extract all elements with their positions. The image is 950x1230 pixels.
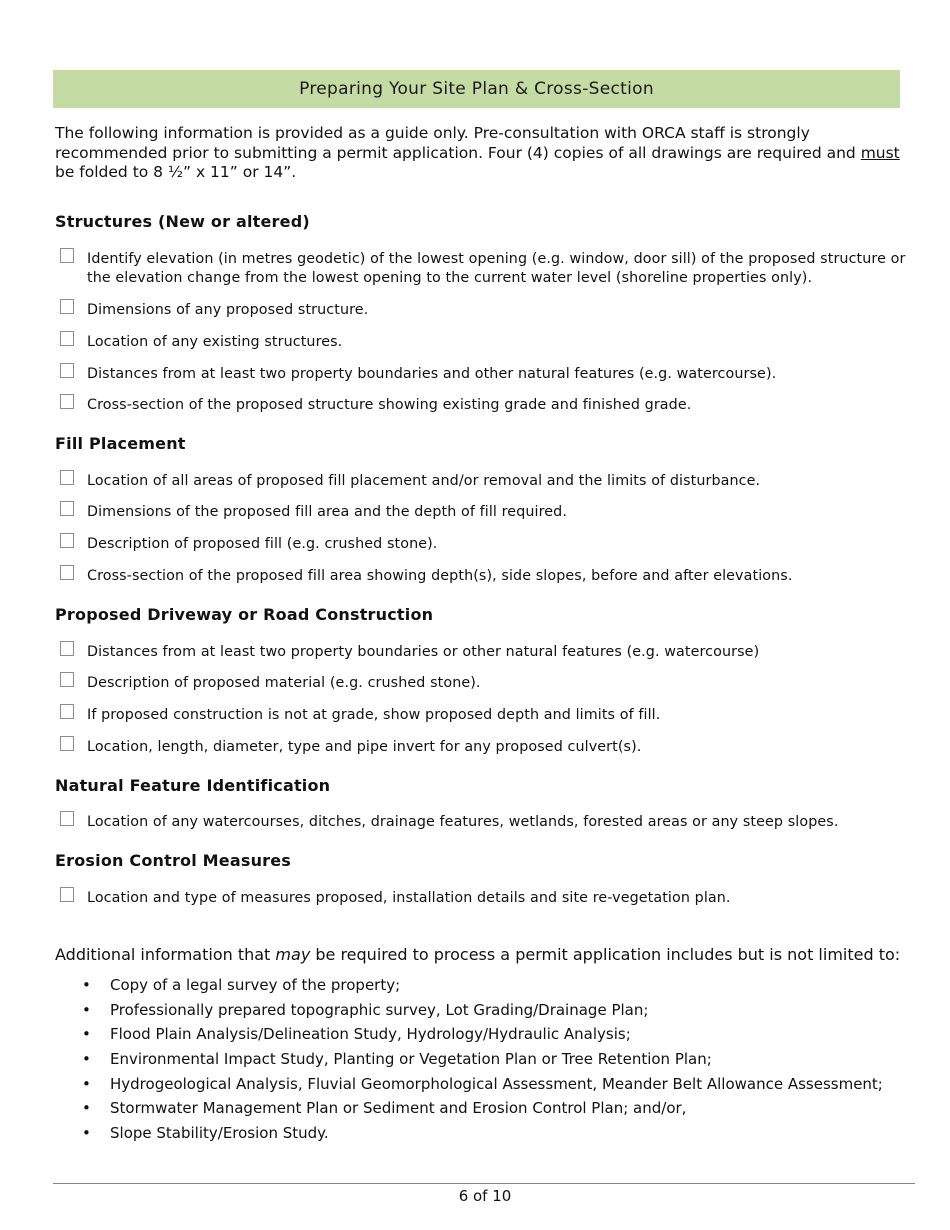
checklist-item[interactable] [60,396,916,415]
list-item [82,1124,883,1149]
heading-erosion-control: Erosion Control Measures [55,851,292,870]
list-item-text: Hydrogeological Analysis, Fluvial Geomorphological Assessment, Meander Belt Allowance Assessment; [110,1074,883,1093]
checkbox[interactable] [60,811,74,826]
checklist-item-label: Distances from at least two property boundaries and other natural features (e.g. watercourse). [87,366,777,382]
checklist-item[interactable] [60,674,916,693]
checkbox[interactable] [60,704,74,719]
heading-structures: Structures (New or altered) [55,212,310,231]
checklist-item-label: Description of proposed fill (e.g. crushed stone). [87,536,438,552]
checkbox[interactable] [60,331,74,346]
additional-text-1: Additional information that [55,945,276,964]
bullet-icon: • [82,1000,91,1019]
checklist-item-label: Description of proposed material (e.g. crushed stone). [87,675,481,691]
bullet-icon: • [82,1099,91,1118]
list-item-text: Stormwater Management Plan or Sediment and Erosion Control Plan; and/or, [110,1099,687,1118]
checkbox[interactable] [60,248,74,263]
section-title-bar [53,70,900,108]
bullet-icon: • [82,1124,91,1143]
bullet-icon: • [82,976,91,994]
checklist-item[interactable] [60,535,916,554]
checkbox[interactable] [60,470,74,485]
bullet-icon: • [82,1050,91,1069]
checkbox[interactable] [60,299,74,314]
intro-emphasis: must [860,143,900,162]
checkbox[interactable] [60,736,74,751]
checklist-item-label: Dimensions of the proposed fill area and the depth of fill required. [87,504,567,520]
checklist-item[interactable] [60,365,916,384]
footer-divider [53,1183,915,1184]
checklist-item-label: Location of any watercourses, ditches, drainage features, wetlands, forested areas or any steep slopes. [87,814,839,830]
checklist-item-label: Identify elevation (in metres geodetic) of the lowest opening (e.g. window, door sill) of the proposed structure or the elevation change from the lowest opening to the current water level (shoreline properties only). [87,251,906,286]
checklist-item[interactable] [60,250,916,288]
checklist-item[interactable] [60,503,916,522]
checkbox[interactable] [60,672,74,687]
list-item [82,1075,883,1100]
page-number: 6 of 10 [458,1187,512,1205]
additional-info-intro [55,944,925,965]
checkbox[interactable] [60,887,74,902]
checklist-item[interactable] [60,472,916,491]
intro-text-2: be folded to 8 ½” x 11” or 14”. [55,163,297,181]
list-item [82,976,883,1001]
checklist-item[interactable] [60,643,916,662]
list-item-text: Copy of a legal survey of the property; [110,976,401,994]
checkbox[interactable] [60,565,74,580]
list-item-text: Slope Stability/Erosion Study. [110,1124,329,1143]
checklist-item-label: Cross-section of the proposed fill area showing depth(s), side slopes, before and after elevations. [87,568,793,584]
checklist-item-label: Location and type of measures proposed, installation details and site re-vegetation plan. [87,890,731,906]
checkbox[interactable] [60,394,74,409]
checklist-item[interactable] [60,706,916,725]
list-item-text: Environmental Impact Study, Planting or Vegetation Plan or Tree Retention Plan; [110,1050,712,1069]
additional-text-2: be required to process a permit application includes but is not limited to: [310,945,901,964]
checkbox[interactable] [60,641,74,656]
checklist-item[interactable] [60,738,916,757]
checklist-item-label: Distances from at least two property boundaries or other natural features (e.g. watercourse) [87,644,760,660]
checklist-item[interactable] [60,889,916,908]
checklist-item[interactable] [60,333,916,352]
heading-driveway: Proposed Driveway or Road Construction [55,605,434,624]
checklist-item-label: Location of all areas of proposed fill placement and/or removal and the limits of disturbance. [87,473,761,489]
list-item [82,1001,883,1026]
checklist-item-label: Location of any existing structures. [87,334,343,350]
additional-info-list [82,976,883,1149]
bullet-icon: • [82,1074,91,1093]
bullet-icon: • [82,1025,91,1044]
list-item [82,1050,883,1075]
checkbox[interactable] [60,533,74,548]
heading-fill-placement: Fill Placement [55,434,186,453]
list-item [82,1025,883,1050]
checkbox[interactable] [60,363,74,378]
list-item-text: Professionally prepared topographic survey, Lot Grading/Drainage Plan; [110,1000,649,1019]
checklist-item-label: Cross-section of the proposed structure showing existing grade and finished grade. [87,397,692,413]
checklist-item[interactable] [60,301,916,320]
additional-emphasis: may [275,945,311,964]
intro-text-1: The following information is provided as a guide only. Pre-consultation with ORCA staff is strongly recommended prior to submitting a permit application. Four (4) copies of all drawings are required and [55,124,861,162]
checkbox[interactable] [60,501,74,516]
checklist-item-label: Location, length, diameter, type and pipe invert for any proposed culvert(s). [87,739,642,755]
page-title: Preparing Your Site Plan & Cross-Section [299,79,654,99]
checklist-item[interactable] [60,567,916,586]
heading-natural-feature: Natural Feature Identification [55,776,331,795]
checklist-item-label: If proposed construction is not at grade, show proposed depth and limits of fill. [87,707,661,723]
list-item-text: Flood Plain Analysis/Delineation Study, Hydrology/Hydraulic Analysis; [110,1025,631,1044]
intro-paragraph [55,124,905,183]
checklist-item-label: Dimensions of any proposed structure. [87,302,369,318]
checklist-item[interactable] [60,813,916,832]
list-item [82,1099,883,1124]
